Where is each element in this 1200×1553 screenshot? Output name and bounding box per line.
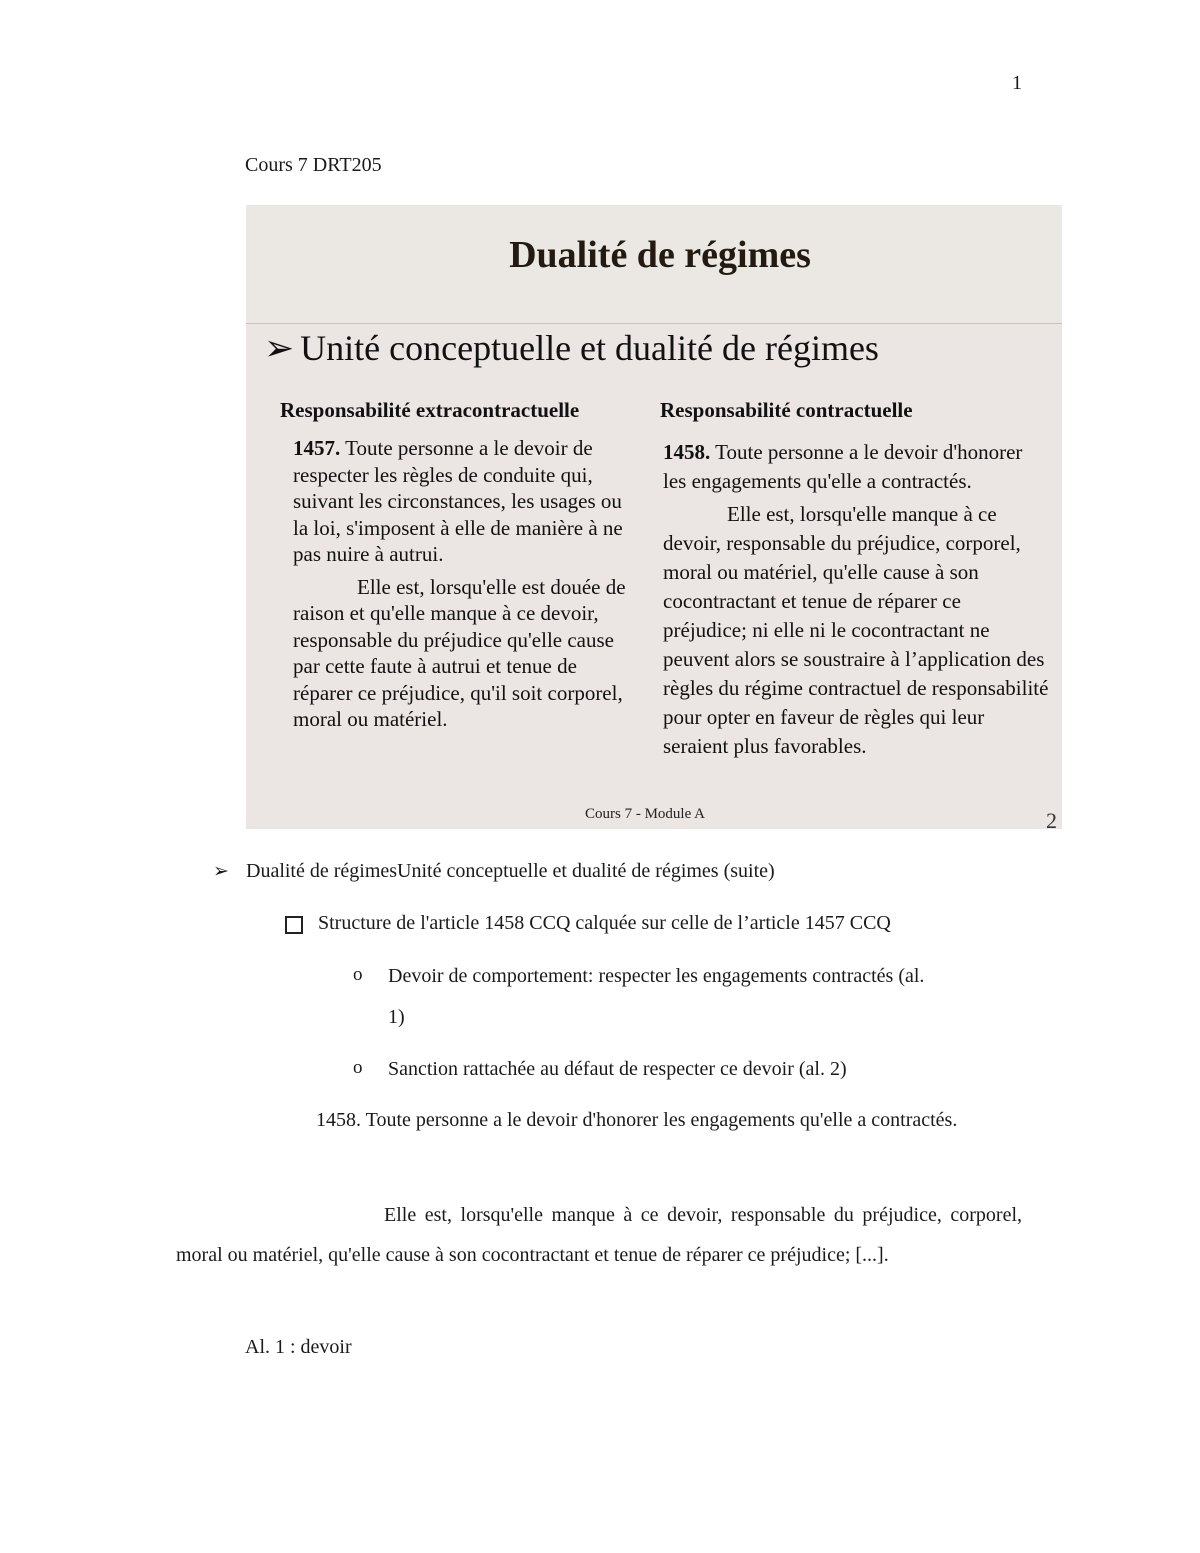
page-number: 1 bbox=[1012, 72, 1022, 94]
left-column-heading: Responsabilité extracontractuelle bbox=[280, 398, 580, 422]
article-1458-paragraph-1 bbox=[663, 438, 1049, 496]
notes-line-5: Al. 1 : devoir bbox=[245, 1336, 352, 1358]
notes-line-2: Structure de l'article 1458 CCQ calquée sur celle de l’article 1457 CCQ bbox=[318, 912, 891, 934]
notes-line-3: Devoir de comportement: respecter les engagements contractés (al. bbox=[388, 965, 925, 987]
circle-bullet-icon: o bbox=[353, 964, 363, 985]
article-1457-paragraph-2: Elle est, lorsqu'elle est douée de raison et qu'elle manque à ce devoir, responsable du préjudice qu'elle cause par cette faute à autrui et tenue de réparer ce préjudice, qu'il soit corporel, moral ou matériel. bbox=[293, 574, 626, 731]
slide-title: Dualité de régimes bbox=[509, 234, 811, 276]
checkbox-bullet-icon bbox=[285, 916, 303, 934]
left-column-body bbox=[293, 435, 637, 733]
circle-bullet-icon: o bbox=[353, 1057, 363, 1078]
right-column-body bbox=[663, 438, 1049, 761]
notes-line-1: Dualité de régimesUnité conceptuelle et dualité de régimes (suite) bbox=[246, 860, 775, 882]
article-1458-quote-paragraph-2: Elle est, lorsqu'elle manque à ce devoir, responsable du préjudice, corporel, moral ou matériel, qu'elle cause à son cocontractant et tenue de réparer ce préjudice; [...]. bbox=[176, 1204, 1022, 1266]
slide-subtitle bbox=[264, 327, 879, 369]
notes-line-3-continued: 1) bbox=[388, 1006, 405, 1028]
document-heading: Cours 7 DRT205 bbox=[245, 154, 382, 176]
slide-header bbox=[246, 205, 1062, 324]
article-1458-paragraph-2: Elle est, lorsqu'elle manque à ce devoir, responsable du préjudice, corporel, moral ou matériel, qu'elle cause à son cocontractant et tenue de réparer ce préjudice; ni elle ni le cocontractant ne peuvent alors se soustraire à l’application des règles du régime contractuel de responsabilité pour opter en faveur de règles qui leur seraient plus favorables. bbox=[663, 502, 1049, 758]
arrow-bullet-icon: ➢ bbox=[264, 328, 295, 368]
article-1458-quote-paragraph-1: 1458. Toute personne a le devoir d'honorer les engagements qu'elle a contractés. bbox=[316, 1109, 958, 1131]
article-1458-number: 1458. bbox=[663, 440, 711, 464]
slide-number: 2 bbox=[1046, 808, 1057, 829]
slide-image bbox=[246, 205, 1062, 829]
slide-footer: Cours 7 - Module A bbox=[585, 806, 705, 822]
article-1458-text-1: Toute personne a le devoir d'honorer les engagements qu'elle a contractés. bbox=[663, 440, 1023, 493]
article-1457-paragraph-1 bbox=[293, 435, 637, 568]
notes-line-4: Sanction rattachée au défaut de respecter ce devoir (al. 2) bbox=[388, 1058, 847, 1080]
right-column-heading: Responsabilité contractuelle bbox=[660, 398, 913, 422]
article-1457-text-1: Toute personne a le devoir de respecter les règles de conduite qui, suivant les circonstances, les usages ou la loi, s'imposent à elle de manière à ne pas nuire à autrui. bbox=[293, 436, 623, 566]
article-1457-number: 1457. bbox=[293, 436, 341, 460]
arrow-bullet-icon: ➢ bbox=[213, 861, 229, 882]
slide-subtitle-text: Unité conceptuelle et dualité de régimes bbox=[300, 328, 879, 368]
